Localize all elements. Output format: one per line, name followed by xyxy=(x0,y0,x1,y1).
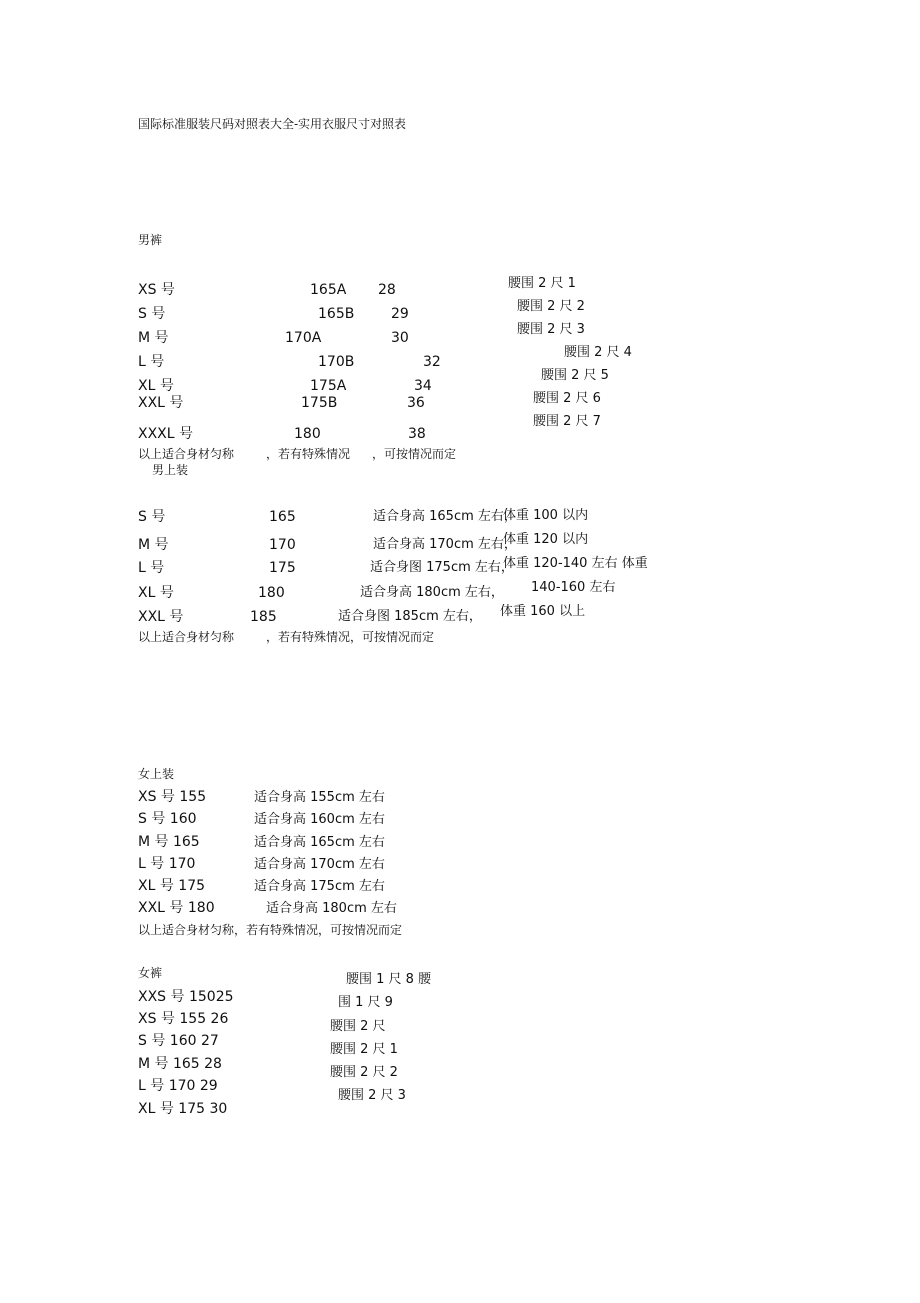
size-label: XXL 号 xyxy=(138,395,184,411)
fit-text: 适合身高 170cm 左右， xyxy=(373,537,517,552)
size-row: L 号 170 29 xyxy=(138,1078,218,1094)
mens-tops-heading: 男上装 xyxy=(152,463,189,477)
size-code: 165B xyxy=(318,306,355,322)
size-label: XS 号 xyxy=(138,282,175,298)
size-number: 36 xyxy=(407,395,425,411)
size-label: XL 号 175 xyxy=(138,878,206,894)
size-code: 175 xyxy=(269,560,296,576)
waist-value: 腰围 2 尺 3 xyxy=(338,1088,406,1103)
size-code: 170 xyxy=(269,537,296,553)
note-text: 以上适合身材匀称 xyxy=(138,630,235,644)
size-label: XXL 号 xyxy=(138,609,184,625)
weight-value: 体重 120 以内 xyxy=(503,532,589,547)
size-label: XXL 号 180 xyxy=(138,900,215,916)
size-code: 180 xyxy=(294,426,321,442)
size-label: S 号 xyxy=(138,509,166,525)
waist-value: 腰围 2 尺 4 xyxy=(564,345,632,360)
fit-text: 适合身高 170cm 左右 xyxy=(254,857,385,872)
size-code: 165 xyxy=(269,509,296,525)
weight-value: 体重 160 以上 xyxy=(500,604,586,619)
womens-tops-heading: 女上装 xyxy=(138,767,175,781)
size-label: M 号 165 xyxy=(138,834,200,850)
size-code: 180 xyxy=(258,585,285,601)
size-label: S 号 160 xyxy=(138,811,197,827)
mens-pants-heading: 男裤 xyxy=(138,233,163,247)
size-number: 28 xyxy=(378,282,396,298)
waist-value: 腰围 2 尺 5 xyxy=(541,368,609,383)
size-code: 185 xyxy=(250,609,277,625)
size-code: 165A xyxy=(310,282,347,298)
size-row: XS 号 155 26 xyxy=(138,1011,229,1027)
size-label: S 号 xyxy=(138,306,166,322)
fit-text: 适合身图 175cm 左右， xyxy=(370,560,514,575)
fit-text: 适合身图 185cm 左右， xyxy=(338,609,482,624)
size-label: L 号 170 xyxy=(138,856,196,872)
size-code: 175B xyxy=(301,395,338,411)
weight-value: 140-160 左右 xyxy=(531,580,616,595)
waist-value: 腰围 2 尺 1 xyxy=(330,1042,398,1057)
size-number: 32 xyxy=(423,354,441,370)
size-label: XXXL 号 xyxy=(138,426,194,442)
waist-value: 腰围 2 尺 1 xyxy=(508,276,576,291)
page-title: 国际标准服装尺码对照表大全-实用衣服尺寸对照表 xyxy=(138,117,407,131)
size-code: 170B xyxy=(318,354,355,370)
size-row: M 号 165 28 xyxy=(138,1056,222,1072)
womens-pants-heading: 女裤 xyxy=(138,966,163,980)
size-number: 34 xyxy=(414,378,432,394)
size-label: XL 号 xyxy=(138,585,174,601)
size-label: M 号 xyxy=(138,537,169,553)
weight-value: 体重 120-140 左右 体重 xyxy=(503,556,648,571)
fit-text: 适合身高 180cm 左右 xyxy=(266,901,397,916)
waist-value: 腰围 2 尺 6 xyxy=(533,391,601,406)
waist-value: 腰围 2 尺 2 xyxy=(330,1065,398,1080)
size-code: 175A xyxy=(310,378,347,394)
size-label: M 号 xyxy=(138,330,169,346)
size-label: L 号 xyxy=(138,354,165,370)
size-label: XL 号 xyxy=(138,378,174,394)
size-row: XXS 号 15025 xyxy=(138,989,234,1005)
fit-text: 适合身高 165cm 左右， xyxy=(373,509,517,524)
note-text: ，可按情况而定 xyxy=(372,447,457,461)
size-number: 38 xyxy=(408,426,426,442)
note-text: ，若有特殊情况 xyxy=(266,447,351,461)
size-number: 29 xyxy=(391,306,409,322)
fit-text: 适合身高 155cm 左右 xyxy=(254,790,385,805)
size-number: 30 xyxy=(391,330,409,346)
note-text: 以上适合身材匀称 xyxy=(138,447,235,461)
waist-value: 围 1 尺 9 xyxy=(338,995,393,1010)
waist-value: 腰围 2 尺 7 xyxy=(533,414,601,429)
note-text: ，若有特殊情况，可按情况而定 xyxy=(266,630,435,644)
size-label: XS 号 155 xyxy=(138,789,207,805)
fit-text: 适合身高 180cm 左右， xyxy=(360,585,504,600)
waist-value: 腰围 2 尺 xyxy=(330,1019,386,1034)
fit-text: 适合身高 165cm 左右 xyxy=(254,835,385,850)
womens-tops-note: 以上适合身材匀称，若有特殊情况，可按情况而定 xyxy=(138,923,403,937)
size-code: 170A xyxy=(285,330,322,346)
fit-text: 适合身高 175cm 左右 xyxy=(254,879,385,894)
size-label: L 号 xyxy=(138,560,165,576)
fit-text: 适合身高 160cm 左右 xyxy=(254,812,385,827)
waist-value: 腰围 2 尺 2 xyxy=(517,299,585,314)
waist-value: 腰围 2 尺 3 xyxy=(517,322,585,337)
weight-value: 体重 100 以内 xyxy=(503,508,589,523)
waist-value: 腰围 1 尺 8 腰 xyxy=(346,972,432,987)
size-row: XL 号 175 30 xyxy=(138,1101,228,1117)
size-row: S 号 160 27 xyxy=(138,1033,219,1049)
